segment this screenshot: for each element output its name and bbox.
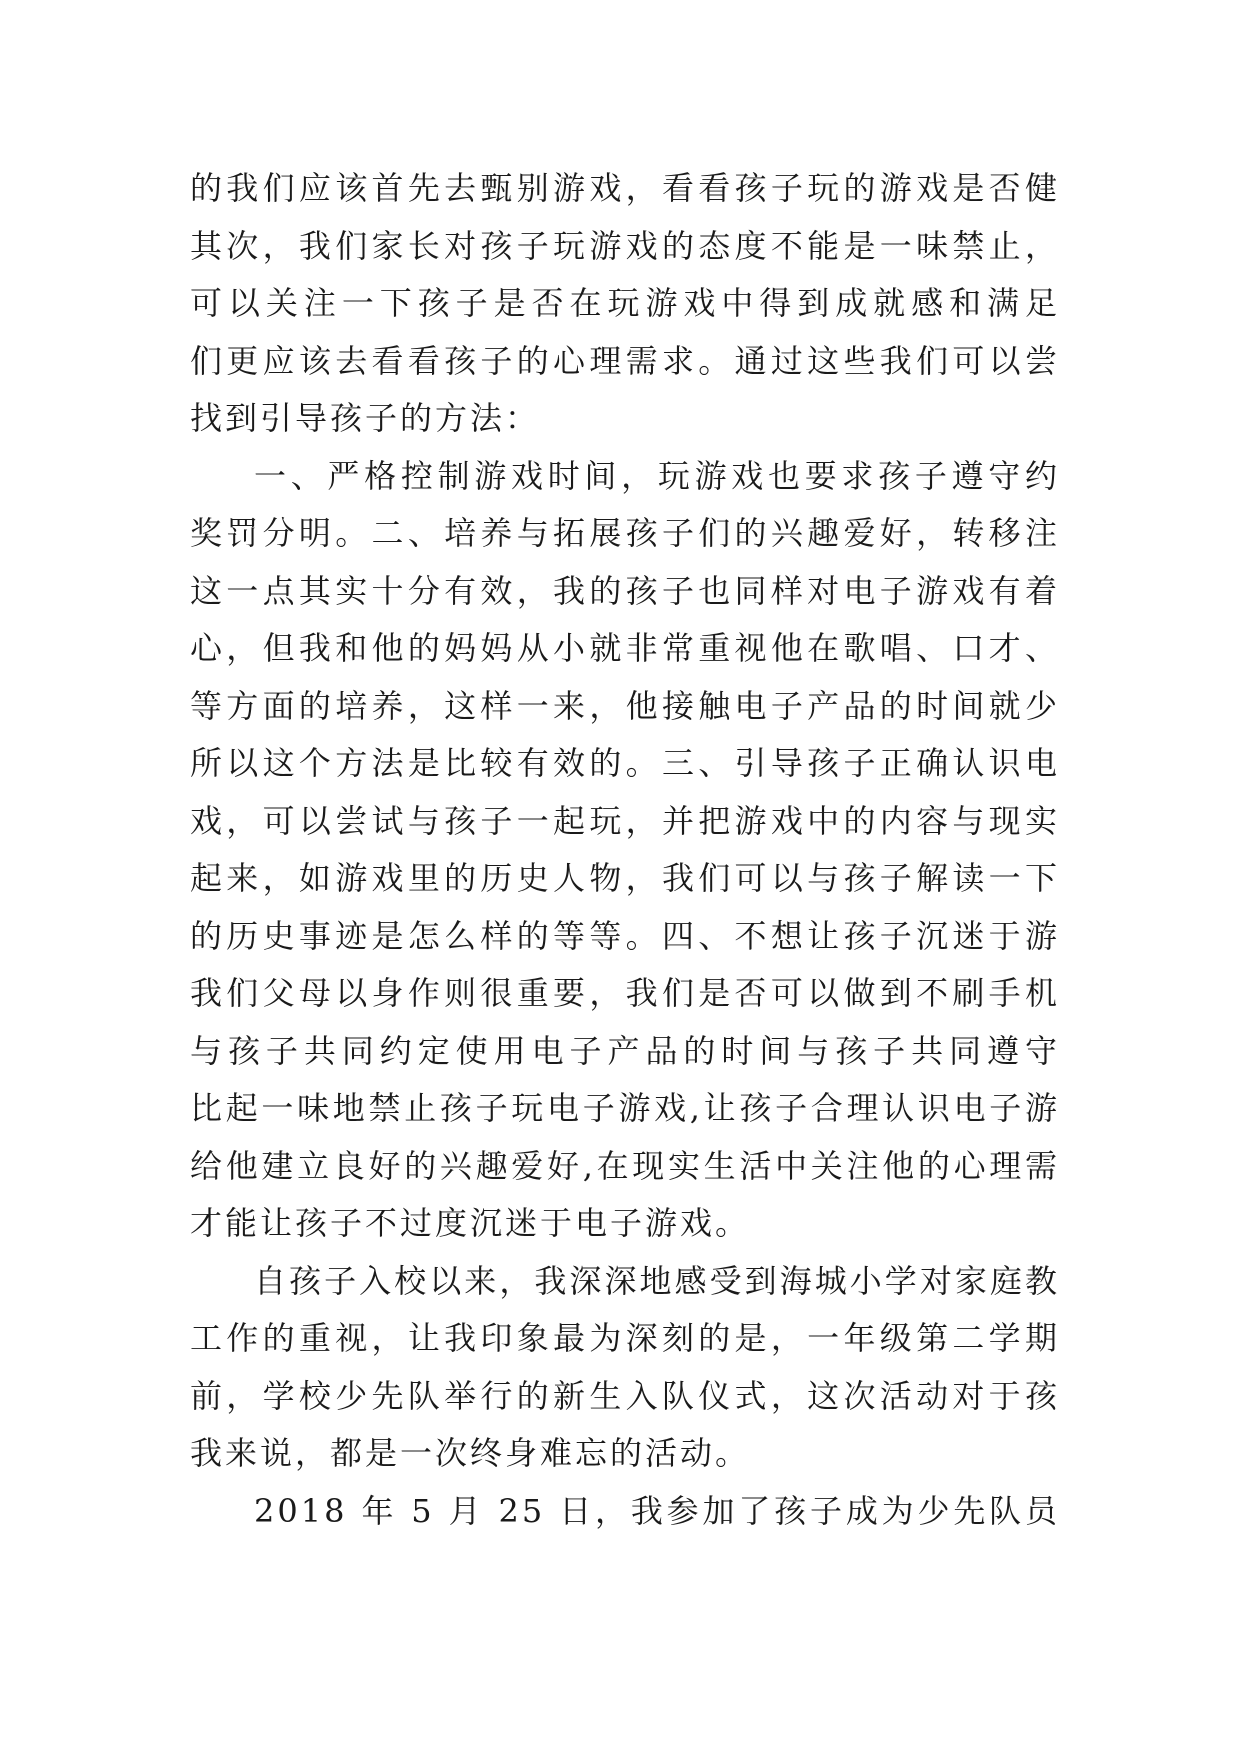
text-line: 2018 年 5 月 25 日，我参加了孩子成为少先队员	[254, 1491, 1060, 1530]
text-line: 给他建立良好的兴趣爱好,在现实生活中关注他的心理需	[190, 1146, 1060, 1185]
text-line: 所以这个方法是比较有效的。三、引导孩子正确认识电	[190, 744, 1060, 782]
text-line: 可以关注一下孩子是否在玩游戏中得到成就感和满足	[190, 284, 1060, 322]
text-line: 工作的重视，让我印象最为深刻的是，一年级第二学期	[190, 1319, 1060, 1357]
text-line: 心，但我和他的妈妈从小就非常重视他在歌唱、口才、	[190, 629, 1060, 667]
text-line: 们更应该去看看孩子的心理需求。通过这些我们可以尝	[190, 341, 1060, 380]
text-line: 这一点其实十分有效，我的孩子也同样对电子游戏有着	[190, 571, 1060, 610]
text-line: 其次，我们家长对孩子玩游戏的态度不能是一味禁止，	[190, 226, 1060, 265]
text-line: 与孩子共同约定使用电子产品的时间与孩子共同遵守	[190, 1031, 1060, 1070]
text-line: 戏，可以尝试与孩子一起玩，并把游戏中的内容与现实	[190, 801, 1060, 840]
text-line: 比起一味地禁止孩子玩电子游戏,让孩子合理认识电子游	[190, 1089, 1060, 1127]
text-line: 等方面的培养，这样一来，他接触电子产品的时间就少	[190, 686, 1060, 725]
text-line: 的历史事迹是怎么样的等等。四、不想让孩子沉迷于游	[190, 916, 1060, 955]
text-line: 找到引导孩子的方法：	[190, 399, 541, 437]
text-line: 奖罚分明。二、培养与拓展孩子们的兴趣爱好，转移注	[190, 514, 1060, 552]
text-line: 我来说，都是一次终身难忘的活动。	[190, 1434, 751, 1472]
text-line: 起来，如游戏里的历史人物，我们可以与孩子解读一下	[190, 859, 1060, 897]
text-line: 前，学校少先队举行的新生入队仪式，这次活动对于孩	[190, 1376, 1060, 1415]
text-line: 的我们应该首先去甄别游戏，看看孩子玩的游戏是否健	[190, 169, 1060, 207]
body-text	[190, 160, 1060, 1540]
text-line: 一、严格控制游戏时间，玩游戏也要求孩子遵守约	[254, 456, 1060, 495]
text-line: 才能让孩子不过度沉迷于电子游戏。	[190, 1204, 751, 1242]
text-line: 我们父母以身作则很重要，我们是否可以做到不刷手机	[190, 974, 1060, 1012]
text-line: 自孩子入校以来，我深深地感受到海城小学对家庭教	[254, 1261, 1060, 1300]
